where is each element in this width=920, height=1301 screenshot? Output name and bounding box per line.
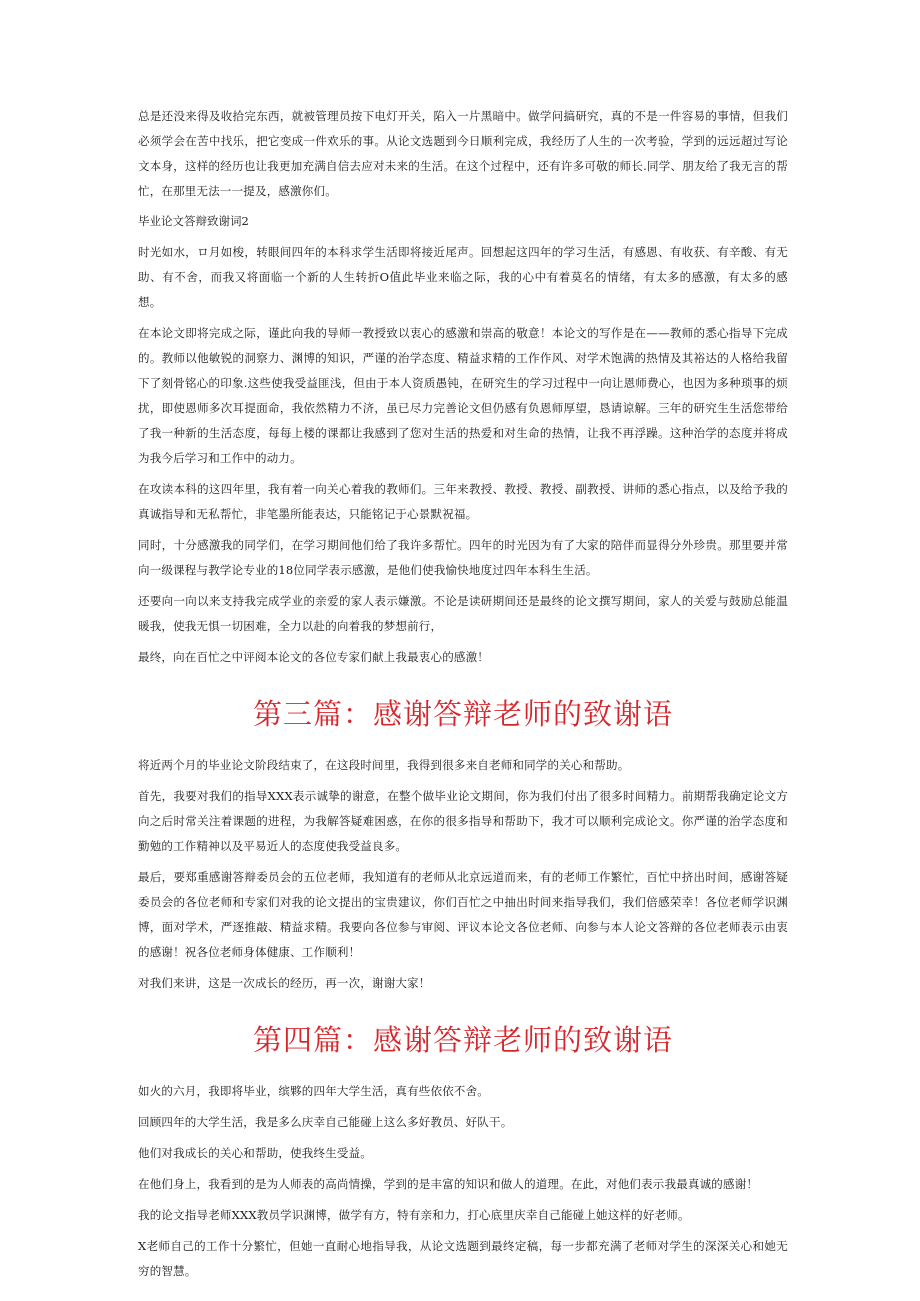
paragraph: X老师自己的工作十分繁忙，但她一直耐心地指导我，从论文选题到最终定稿，每一步都充满了老师对学生的深深关心和她无穷的智慧。 — [138, 1239, 788, 1278]
document-page — [138, 104, 788, 1290]
paragraph: 在本论文即将完成之际，谨此向我的导师一教授致以衷心的感激和崇高的敬意！本论文的写作是在——教师的悉心指导下完成的。教师以他敏锐的洞察力、渊博的知识，严谨的治学态度、精益求精的工作作风、对学术饱满的热情及其裕达的人格给我留下了刻骨铭心的印象.这些使我受益匪浅，但由于本人资质愚钝，在研究生的学习过程中一向让恩师费心，也因为多种琐事的烦扰，即使恩师多次耳提面命，我依然精力不济，虽已尽力完善论文但仍感有负恩师厚望，恳请谅解。三年的研究生生活您带给了我一种新的生活态度，每每上楼的课都让我感到了您对生活的热爱和对生命的热情，让我不再浮躁。这种治学的态度并将成为我今后学习和工作中的动力。 — [138, 326, 788, 465]
paragraph: 最终，向在百忙之中评阅本论文的各位专家们献上我最衷心的感激！ — [138, 650, 489, 664]
paragraph: 同时，十分感激我的同学们，在学习期间他们给了我许多帮忙。四年的时光因为有了大家的陪伴而显得分外珍贵。那里要并常向一级课程与教学论专业的18位同学表示感激，是他们使我愉快地度过四年本科生生活。 — [138, 538, 788, 577]
paragraph: 首先，我要对我们的指导XXX表示诚挚的谢意，在整个做毕业论文期间，你为我们付出了很多时间精力。前期帮我确定论文方向之后时常关注着课题的进程，为我解答疑难困惑，在你的很多指导和帮助下，我才可以顺利完成论文。你严谨的治学态度和勤勉的工作精神以及平易近人的态度使我受益良多。 — [138, 789, 788, 853]
section-subtitle: 毕业论文答辩致谢词2 — [138, 214, 249, 228]
paragraph: 时光如水，ロ月如梭，转眼间四年的本科求学生活即将接近尾声。回想起这四年的学习生活，有感恩、有收获、有辛酸、有无助、有不舍，而我又将面临一个新的人生转折O值此毕业来临之际，我的心中有着莫名的情绪，有太多的感激，有太多的感想。 — [138, 245, 788, 309]
paragraph: 如火的六月，我即将毕业，缤夥的四年大学生活，真有些依依不舍。 — [138, 1084, 489, 1098]
paragraph: 我的论文指导老师XXX教员学识渊博，做学有方，特有亲和力，打心底里庆幸自己能碰上她这样的好老师。 — [138, 1208, 690, 1222]
section-heading: 第三篇：感谢答辩老师的致谢语 — [252, 697, 673, 731]
paragraph: 总是还没来得及收拾完东西，就被管理员按下电灯开关，陷入一片黑暗中。做学问搞研究，真的不是一件容易的事情，但我们必须学会在苦中找乐，把它变成一件欢乐的事。从论文选题到今日顺利完成，我经历了人生的一次考验，学到的远远超过写论文本身，这样的经历也让我更加充满自信去应对未来的生活。在这个过程中，还有许多可敬的师长.同学、朋友给了我无言的帮忙，在那里无法一一提及，感激你们。 — [138, 109, 788, 198]
paragraph: 对我们来讲，这是一次成长的经历，再一次，谢谢大家！ — [138, 976, 431, 990]
paragraph: 他们对我成长的关心和帮助，使我终生受益。 — [138, 1146, 372, 1160]
paragraph: 在他们身上，我看到的是为人师表的高尚情操，学到的是丰富的知识和做人的道理。在此，对他们表示我最真诚的感谢！ — [138, 1177, 759, 1191]
paragraph: 在攻读本科的这四年里，我有着一向关心着我的教师们。三年来教授、教授、教授、副教授、讲师的悉心指点，以及给予我的真诚指导和无私帮忙，非笔墨所能表达，只能铭记于心景默祝福。 — [138, 482, 788, 521]
paragraph: 回顾四年的大学生活，我是多么庆幸自己能碰上这么多好教员、好队干。 — [138, 1115, 513, 1129]
paragraph: 将近两个月的毕业论文阶段结束了，在这段时间里，我得到很多来自老师和同学的关心和帮助。 — [138, 758, 630, 772]
paragraph: 还要向一向以来支持我完成学业的亲爱的家人表示嫌激。不论是读研期间还是最终的论文撰写期间，家人的关爱与鼓励总能温暖我，使我无惧一切困难，全力以赴的向着我的梦想前行， — [138, 594, 788, 633]
section-heading: 第四篇：感谢答辩老师的致谢语 — [252, 1023, 673, 1057]
paragraph: 最后，要郑重感谢答辩委员会的五位老师，我知道有的老师从北京远道而来，有的老师工作繁忙，百忙中挤出时间，感谢答疑委员会的各位老师和专家们对我的论文提出的宝贵建议，你们百忙之中抽出时间来指导我们，我们倍感荣幸！各位老师学识渊博，面对学术，严逐推敲、精益求精。我要向各位参与审阅、评议本论文各位老师、向参与本人论文答辩的各位老师表示由衷的感谢！祝各位老师身体健康、工作顺利！ — [138, 870, 788, 959]
